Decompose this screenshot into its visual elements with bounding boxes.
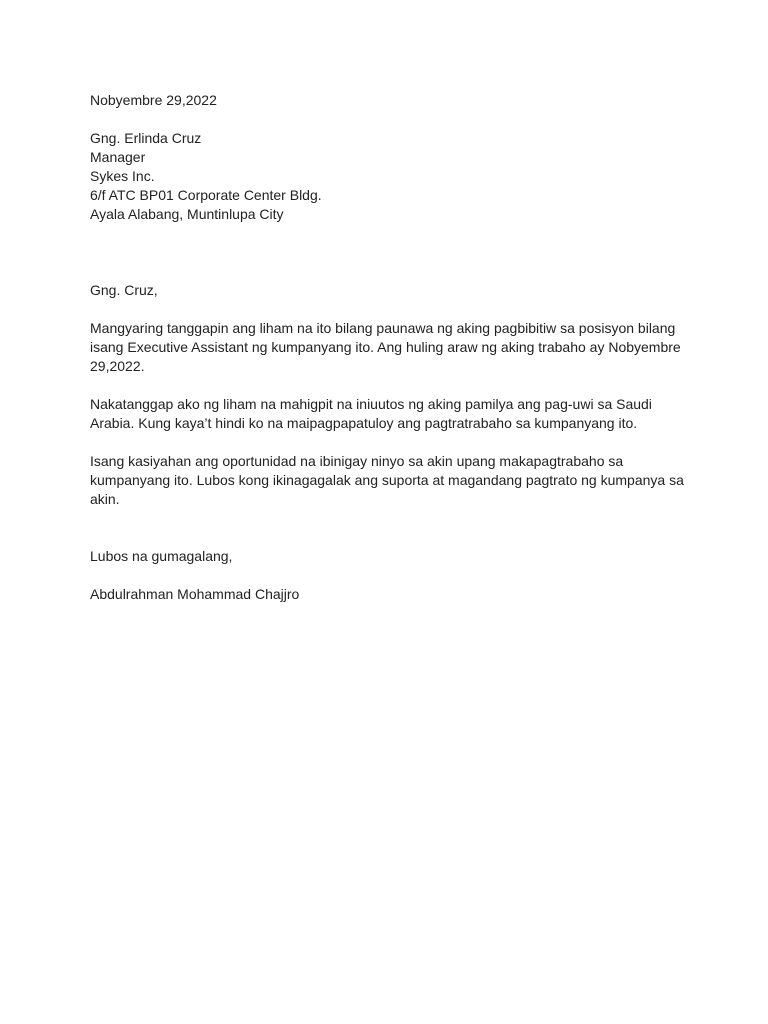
resignation-letter	[90, 91, 690, 604]
letter-date	[90, 91, 690, 110]
signature-name: Abdulrahman Mohammad Chajjro	[90, 586, 300, 602]
paragraph-line: isang Executive Assistant ng kumpanyang ito. Ang huling araw ng aking trabaho ay Nobyembre	[90, 339, 681, 355]
body-paragraph-1	[90, 319, 690, 376]
paragraph-line: Arabia. Kung kaya’t hindi ko na maipagpapatuloy ang pagtratrabaho sa kumpanyang ito.	[90, 415, 638, 431]
paragraph-line: Nakatanggap ako ng liham na mahigpit na iniuutos ng aking pamilya ang pag-uwi sa Saudi	[90, 396, 652, 412]
recipient-address-line-2: Ayala Alabang, Muntinlupa City	[90, 206, 284, 222]
body-paragraph-3	[90, 452, 690, 509]
recipient-name: Gng. Erlinda Cruz	[90, 130, 202, 146]
recipient-address	[90, 129, 690, 224]
signature	[90, 585, 690, 604]
recipient-company: Sykes Inc.	[90, 168, 155, 184]
paragraph-line: akin.	[90, 491, 120, 507]
paragraph-line: Mangyaring tanggapin ang liham na ito bilang paunawa ng aking pagbibitiw sa posisyon bilang	[90, 320, 676, 336]
paragraph-line: 29,2022.	[90, 358, 145, 374]
salutation-text: Gng. Cruz,	[90, 282, 158, 298]
salutation	[90, 281, 690, 300]
paragraph-line: kumpanyang ito. Lubos kong ikinagagalak ang suporta at magandang pagtrato ng kumpanya sa	[90, 472, 684, 488]
closing-text: Lubos na gumagalang,	[90, 548, 233, 564]
recipient-address-line-1: 6/f ATC BP01 Corporate Center Bldg.	[90, 187, 322, 203]
body-paragraph-2	[90, 395, 690, 433]
closing	[90, 547, 690, 566]
recipient-position: Manager	[90, 149, 146, 165]
date-text: Nobyembre 29,2022	[90, 92, 217, 108]
paragraph-line: Isang kasiyahan ang oportunidad na ibinigay ninyo sa akin upang makapagtrabaho sa	[90, 453, 624, 469]
